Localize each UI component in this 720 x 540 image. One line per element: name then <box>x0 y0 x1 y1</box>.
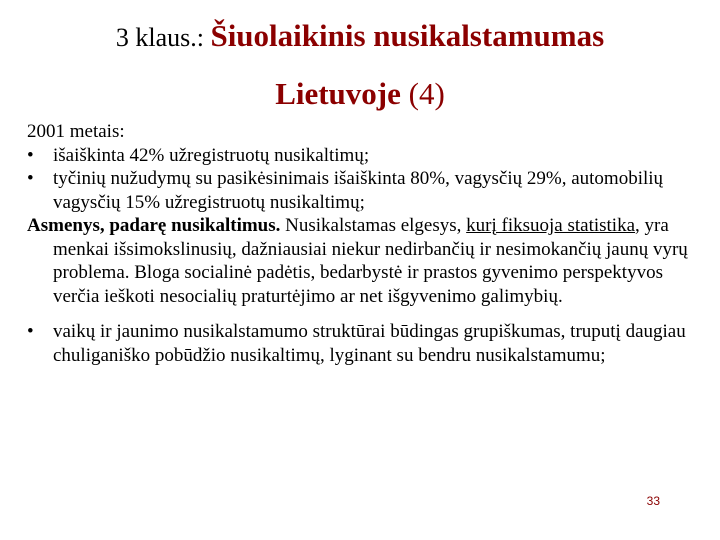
list-item <box>27 144 707 168</box>
bullet-icon: • <box>27 144 34 166</box>
bullet-text: tyčinių nužudymų su pasikėsinimais išaiškinta 80%, vagysčių 29%, automobilių vagysčių 15% užregistruotų nusikaltimų; <box>53 168 664 213</box>
paragraph-heading: Asmenys, padarę nusikaltimus. <box>27 215 281 236</box>
title-suffix: (4) <box>400 76 445 111</box>
bullet-text: išaiškinta 42% užregistruotų nusikaltimų; <box>53 144 370 166</box>
paragraph-underlined: kurį fiksuoja statistika <box>466 215 636 236</box>
intro-text: 2001 metais: <box>27 121 125 142</box>
bullet-icon: • <box>27 168 34 189</box>
page-number: 33 <box>646 494 660 508</box>
spacer <box>27 308 707 320</box>
paragraph-text-1: Nusikalstamas elgesys, <box>280 215 467 236</box>
bullet-icon: • <box>27 321 34 342</box>
list-item <box>27 167 707 214</box>
paragraph-text-2: , yra menkai išsimokslinusių, dažniausiai niekur nedirbančių ir nesimokančių jaunų vyrų problema. Bloga socialinė padėtis, bedarbystė ir prastos gyvenimo perspektyvos verčia ieškoti nesocialių praturtėjimo ar net išgyvenimo galimybių. <box>53 215 688 307</box>
title-line2: Lietuvoje <box>275 76 401 111</box>
list-item <box>27 320 707 367</box>
slide-body <box>27 120 707 367</box>
bullet-text: vaikų ir jaunimo nusikalstamumo struktūrai būdingas grupiškumas, truputį daugiau chuliganiško pobūdžio nusikaltimų, lyginant su bendru nusikalstamumu; <box>53 321 686 366</box>
slide-title <box>0 10 720 126</box>
title-prefix: 3 klaus.: <box>115 23 211 52</box>
offenders-paragraph <box>27 214 707 308</box>
title-main: Šiuolaikinis nusikalstamumas <box>210 18 605 53</box>
